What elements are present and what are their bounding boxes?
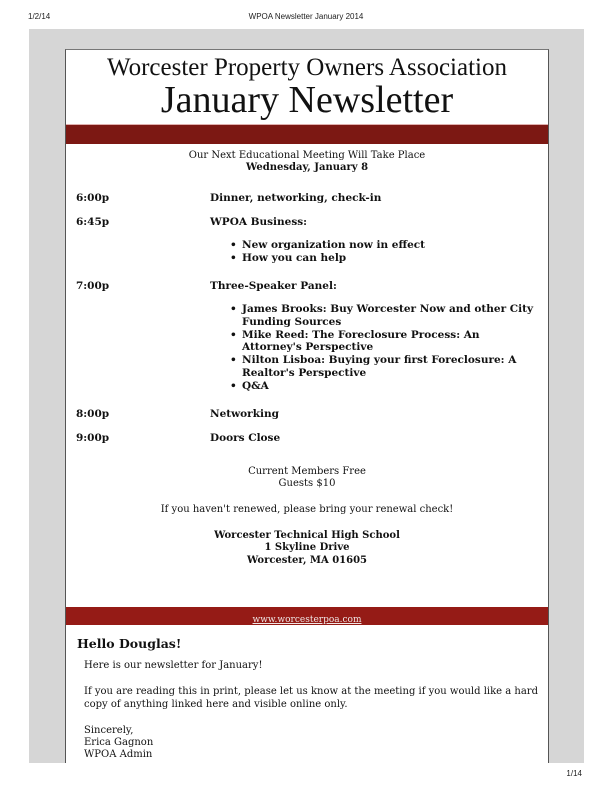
letter-signer-title: WPOA Admin [84, 749, 153, 760]
renewal-note: If you haven't renewed, please bring your renewal check! [160, 504, 454, 515]
greeting: Hello Douglas! [77, 636, 182, 651]
bullet-item: • Q&A [242, 380, 542, 393]
member-pricing: Current Members Free [248, 466, 366, 477]
letter-print-note: If you are reading this in print, please let us know at the meeting if you would like a hard copy of anything linked here and visible online only. [84, 686, 538, 710]
page-number: 1/14 [566, 769, 582, 778]
schedule-item: Three-Speaker Panel: [210, 280, 337, 292]
newsletter-card [65, 49, 549, 770]
letter-signer: Erica Gagnon [84, 737, 154, 748]
panel-bullets [230, 303, 542, 393]
bullet-item: • James Brooks: Buy Worcester Now and other City Funding Sources [242, 303, 542, 329]
newsletter-frame [29, 29, 584, 763]
business-bullets [230, 239, 542, 265]
organization-name: Worcester Property Owners Association [107, 54, 507, 81]
meeting-intro: Our Next Educational Meeting Will Take Place [188, 150, 426, 161]
website-link-bar [66, 607, 548, 625]
page-cutoff [29, 763, 584, 792]
guest-pricing: Guests $10 [278, 478, 336, 489]
schedule-item: Dinner, networking, check-in [210, 192, 382, 204]
newsletter-title: January Newsletter [160, 79, 454, 121]
letter-closing: Sincerely, [84, 725, 134, 736]
schedule-item: Networking [210, 408, 279, 420]
bullet-item: • Mike Reed: The Foreclosure Process: An Attorney's Perspective [242, 329, 542, 355]
schedule-time: 6:00p [76, 192, 110, 204]
print-title: WPOA Newsletter January 2014 [248, 12, 364, 21]
schedule-item: WPOA Business: [210, 216, 308, 228]
website-link[interactable]: www.worcesterpoa.com [252, 615, 362, 625]
schedule-time: 9:00p [76, 432, 110, 444]
venue-street: 1 Skyline Drive [264, 542, 350, 553]
meeting-date: Wednesday, January 8 [245, 162, 369, 173]
letter-intro: Here is our newsletter for January! [84, 660, 263, 671]
bullet-item: • How you can help [242, 252, 542, 265]
schedule-item: Doors Close [210, 432, 281, 444]
venue-city: Worcester, MA 01605 [246, 555, 368, 566]
bullet-item: • New organization now in effect [242, 239, 542, 252]
bullet-item: • Nilton Lisboa: Buying your first Foreclosure: A Realtor's Perspective [242, 354, 542, 380]
header-divider-band [66, 124, 548, 144]
schedule-time: 6:45p [76, 216, 110, 228]
print-date: 1/2/14 [28, 12, 51, 21]
schedule-time: 8:00p [76, 408, 110, 420]
schedule-time: 7:00p [76, 280, 110, 292]
venue-name: Worcester Technical High School [214, 530, 400, 541]
